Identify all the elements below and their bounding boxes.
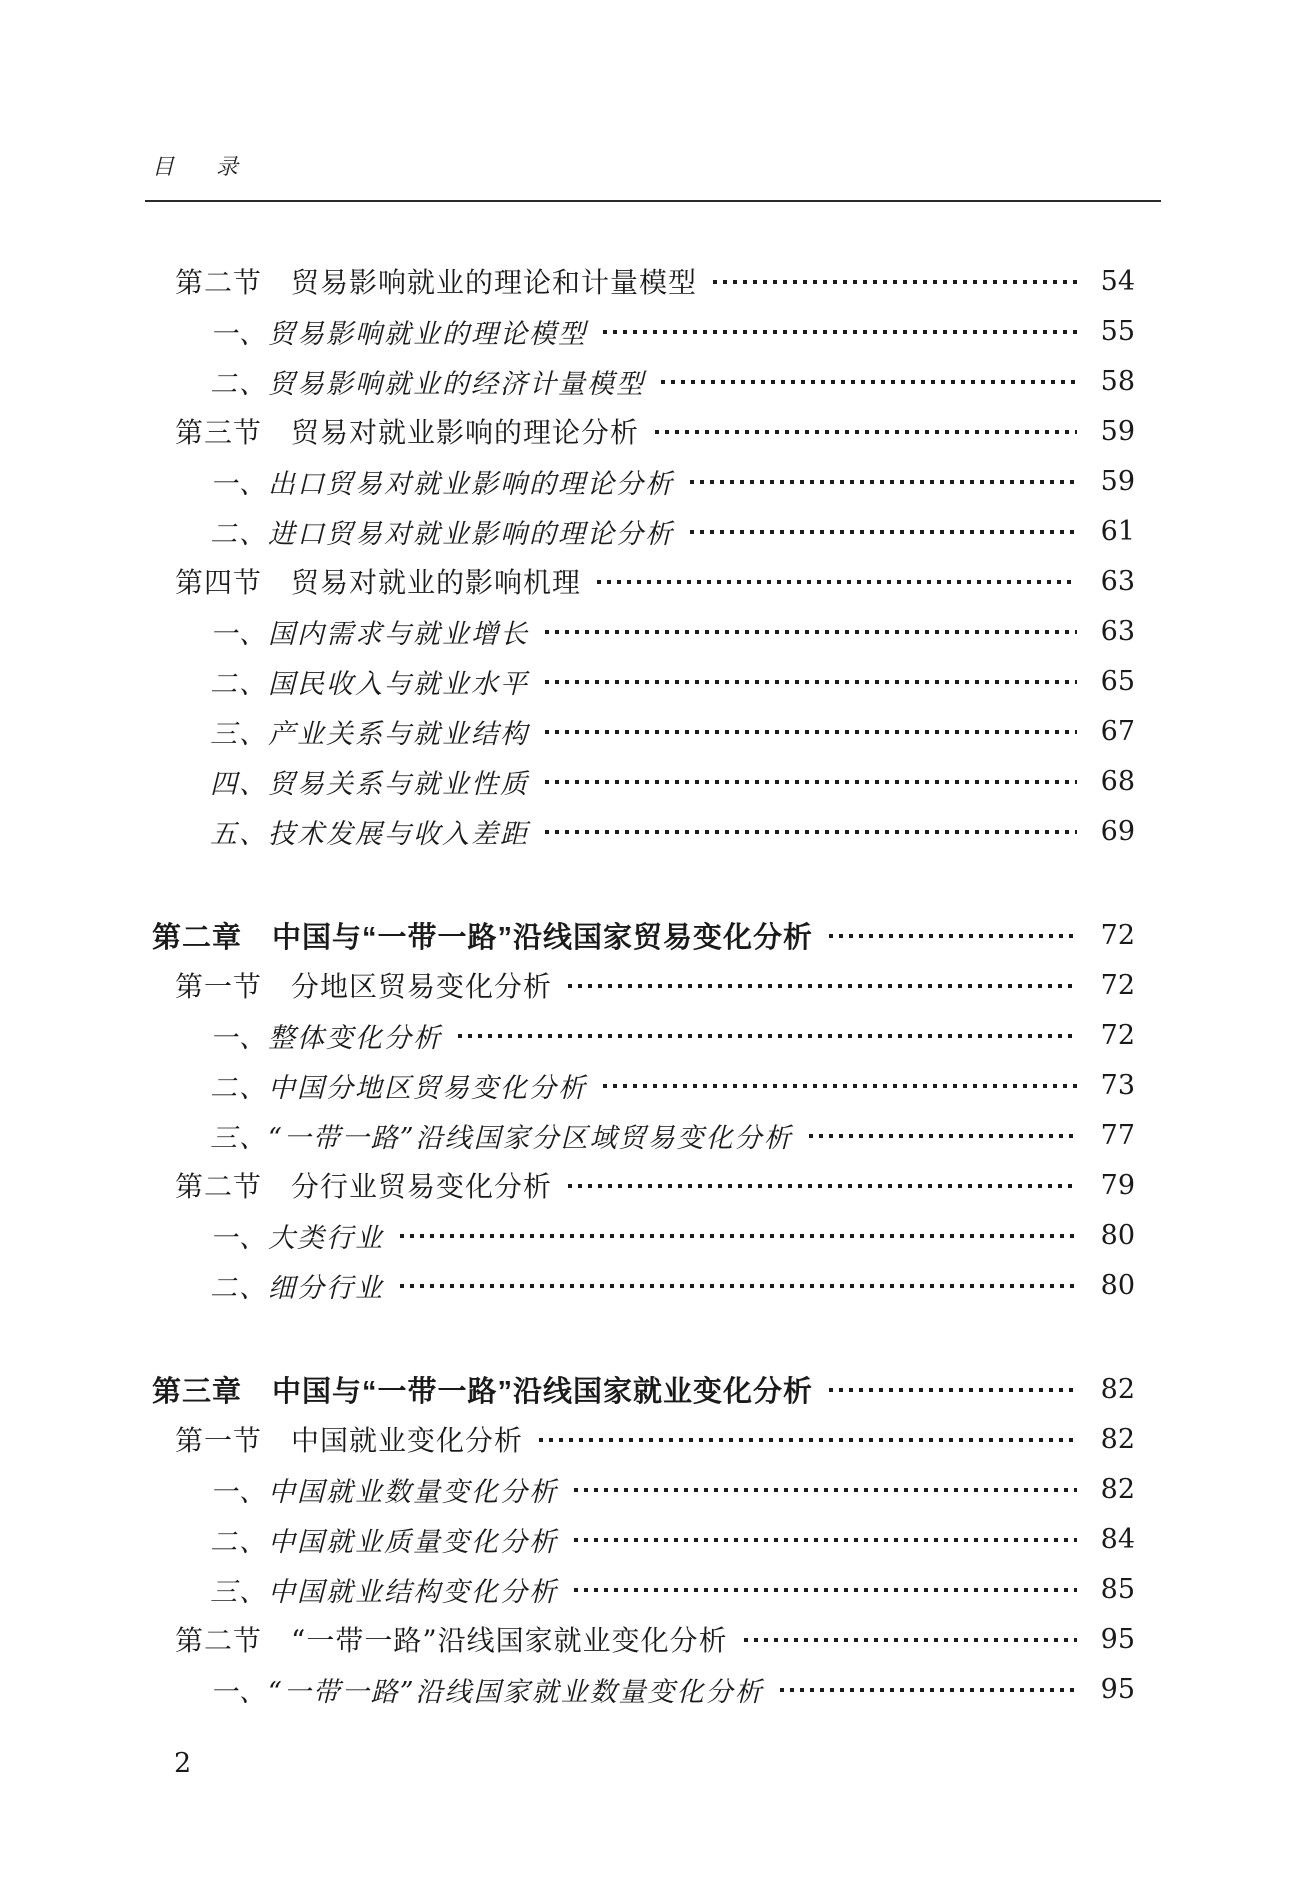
toc-entry — [152, 1514, 1135, 1564]
dot-leader — [545, 830, 1077, 834]
dot-leader — [574, 1488, 1077, 1492]
toc-entry-page-number: 61 — [1100, 515, 1135, 547]
toc-entry-label: 第二节 贸易影响就业的理论和计量模型 — [175, 266, 698, 299]
toc-entry — [152, 456, 1135, 506]
toc-entry — [152, 1564, 1135, 1614]
toc-entry-label: 二、细分行业 — [210, 1272, 384, 1304]
toc-entry-page-number: 59 — [1100, 465, 1135, 497]
toc-entry-page-number: 72 — [1100, 919, 1135, 951]
toc-entry — [152, 1110, 1135, 1160]
toc-entry-label: 三、产业关系与就业结构 — [210, 718, 529, 750]
header-divider-rule — [145, 200, 1161, 202]
toc-entry — [152, 606, 1135, 656]
toc-header-title: 目 录 — [152, 155, 249, 180]
dot-leader — [829, 934, 1077, 938]
toc-entry-label: 一、国内需求与就业增长 — [210, 618, 529, 650]
dot-leader — [780, 1688, 1077, 1692]
toc-entry-page-number: 95 — [1100, 1673, 1135, 1705]
toc-entry-label: 二、中国分地区贸易变化分析 — [210, 1072, 587, 1104]
toc-entry-page-number: 58 — [1100, 365, 1135, 397]
toc-entry-label: 一、出口贸易对就业影响的理论分析 — [210, 468, 674, 500]
dot-leader — [568, 1184, 1077, 1188]
dot-leader — [655, 430, 1077, 434]
toc-entry — [152, 406, 1135, 456]
toc-entry-page-number: 95 — [1100, 1623, 1135, 1655]
dot-leader — [690, 530, 1077, 534]
toc-entry — [152, 556, 1135, 606]
toc-entry-page-number: 84 — [1100, 1523, 1135, 1555]
toc-entry-label: 二、国民收入与就业水平 — [210, 668, 529, 700]
dot-leader — [545, 780, 1077, 784]
toc-entry — [152, 1414, 1135, 1464]
toc-entry-label: 二、贸易影响就业的经济计量模型 — [210, 368, 645, 400]
dot-leader — [829, 1388, 1077, 1392]
toc-entry-label: 第二节 分行业贸易变化分析 — [175, 1170, 553, 1203]
toc-entry — [152, 506, 1135, 556]
toc-entry — [152, 1260, 1135, 1310]
dot-leader — [661, 380, 1077, 384]
toc-entry — [152, 756, 1135, 806]
toc-entry — [152, 910, 1135, 960]
toc-entry — [152, 306, 1135, 356]
toc-entry-page-number: 82 — [1100, 1373, 1135, 1405]
toc-entry — [152, 706, 1135, 756]
dot-leader — [400, 1284, 1077, 1288]
toc-entry — [152, 1210, 1135, 1260]
footer-page-number: 2 — [174, 1748, 192, 1779]
toc-entry-label: 四、贸易关系与就业性质 — [210, 768, 529, 800]
toc-entry-label: 第三章 中国与“一带一路”沿线国家就业变化分析 — [152, 1375, 814, 1408]
dot-leader — [545, 730, 1077, 734]
toc-entry-page-number: 85 — [1100, 1573, 1135, 1605]
toc-entry — [152, 960, 1135, 1010]
toc-entry-page-number: 82 — [1100, 1473, 1135, 1505]
toc-entry-label: 一、大类行业 — [210, 1222, 384, 1254]
toc-entry-label: 一、“一带一路”沿线国家就业数量变化分析 — [210, 1676, 764, 1708]
toc-entry — [152, 1060, 1135, 1110]
dot-leader — [713, 280, 1077, 284]
toc-entry-label: 一、整体变化分析 — [210, 1022, 442, 1054]
toc-entry — [152, 1664, 1135, 1714]
toc-entry-label: 第二章 中国与“一带一路”沿线国家贸易变化分析 — [152, 921, 814, 954]
toc-entry-page-number: 65 — [1100, 665, 1135, 697]
toc-entry — [152, 1614, 1135, 1664]
toc-entry — [152, 806, 1135, 856]
dot-leader — [597, 580, 1077, 584]
dot-leader — [545, 630, 1077, 634]
toc-entry-page-number: 63 — [1100, 565, 1135, 597]
toc-entry-label: 三、“一带一路”沿线国家分区域贸易变化分析 — [210, 1122, 793, 1154]
toc-entry-page-number: 68 — [1100, 765, 1135, 797]
toc-entry-label: 一、中国就业数量变化分析 — [210, 1476, 558, 1508]
toc-entry-page-number: 55 — [1100, 315, 1135, 347]
toc-entry-page-number: 79 — [1100, 1169, 1135, 1201]
toc-entry — [152, 1364, 1135, 1414]
toc-entry-page-number: 73 — [1100, 1069, 1135, 1101]
dot-leader — [574, 1538, 1077, 1542]
toc-entry-label: 一、贸易影响就业的理论模型 — [210, 318, 587, 350]
toc-entry-label: 第三节 贸易对就业影响的理论分析 — [175, 416, 640, 449]
dot-leader — [539, 1438, 1077, 1442]
toc-entry — [152, 656, 1135, 706]
toc-entry-label: 第二节 “一带一路”沿线国家就业变化分析 — [175, 1624, 728, 1657]
toc-entry-page-number: 72 — [1100, 1019, 1135, 1051]
toc-entry-page-number: 59 — [1100, 415, 1135, 447]
toc-entry-page-number: 67 — [1100, 715, 1135, 747]
dot-leader — [603, 1084, 1077, 1088]
toc-entry-page-number: 77 — [1100, 1119, 1135, 1151]
dot-leader — [545, 680, 1077, 684]
dot-leader — [690, 480, 1077, 484]
toc-entry-label: 二、进口贸易对就业影响的理论分析 — [210, 518, 674, 550]
dot-leader — [809, 1134, 1077, 1138]
toc-entry — [152, 1010, 1135, 1060]
toc-entry — [152, 356, 1135, 406]
dot-leader — [458, 1034, 1077, 1038]
dot-leader — [574, 1588, 1077, 1592]
dot-leader — [744, 1638, 1077, 1642]
toc-entry-page-number: 54 — [1100, 265, 1135, 297]
dot-leader — [400, 1234, 1077, 1238]
toc-entry — [152, 1464, 1135, 1514]
toc-list — [152, 256, 1135, 1714]
toc-entry-page-number: 69 — [1100, 815, 1135, 847]
dot-leader — [603, 330, 1077, 334]
dot-leader — [568, 984, 1077, 988]
toc-entry-page-number: 80 — [1100, 1269, 1135, 1301]
toc-entry-label: 二、中国就业质量变化分析 — [210, 1526, 558, 1558]
toc-entry-page-number: 63 — [1100, 615, 1135, 647]
toc-entry-page-number: 80 — [1100, 1219, 1135, 1251]
toc-entry-label: 三、中国就业结构变化分析 — [210, 1576, 558, 1608]
toc-entry-label: 第一节 中国就业变化分析 — [175, 1424, 524, 1457]
toc-entry — [152, 256, 1135, 306]
toc-entry-label: 五、技术发展与收入差距 — [210, 818, 529, 850]
toc-entry — [152, 1160, 1135, 1210]
toc-entry-label: 第四节 贸易对就业的影响机理 — [175, 566, 582, 599]
toc-entry-page-number: 82 — [1100, 1423, 1135, 1455]
toc-entry-page-number: 72 — [1100, 969, 1135, 1001]
toc-entry-label: 第一节 分地区贸易变化分析 — [175, 970, 553, 1003]
